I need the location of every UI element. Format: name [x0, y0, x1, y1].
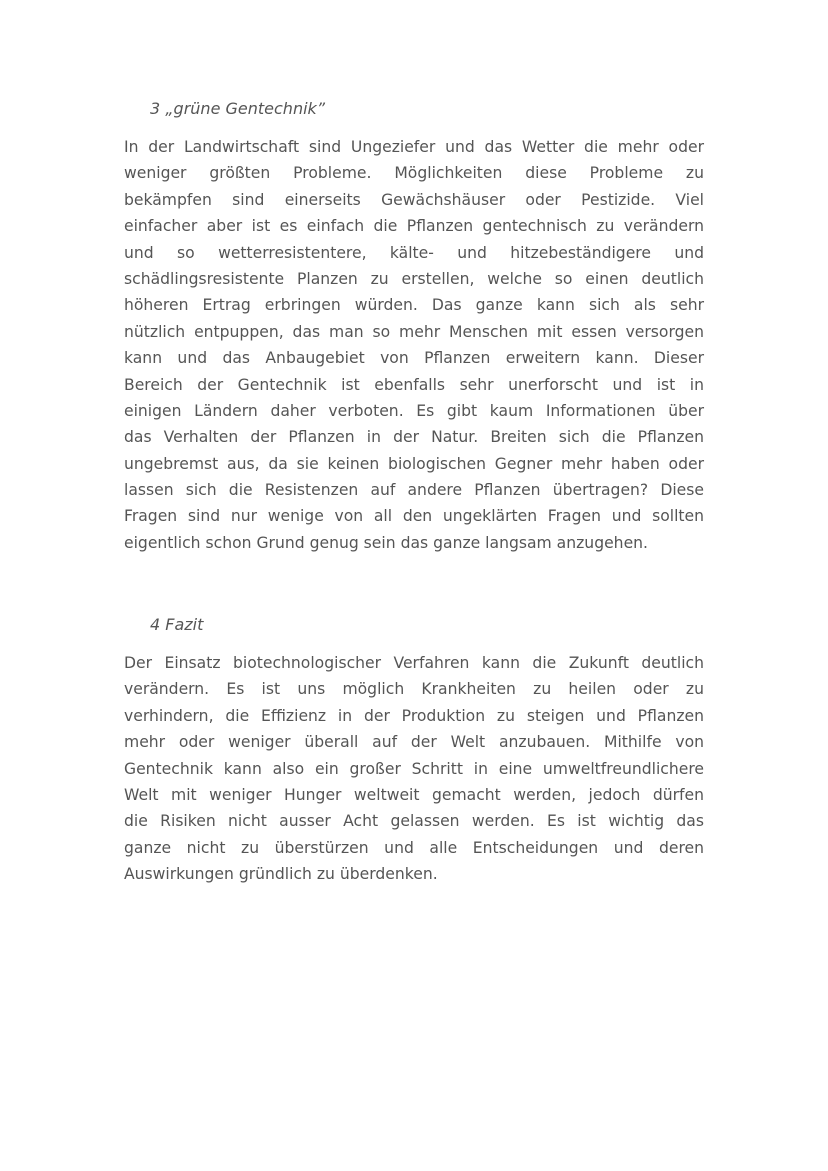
- text-line: Welt mit weniger Hunger weltweit gemacht werden, jedoch dürfen: [124, 785, 704, 804]
- text-line: Gentechnik kann also ein großer Schritt in eine umweltfreundlichere: [124, 759, 704, 778]
- text-line: einigen Ländern daher verboten. Es gibt kaum Informationen über: [124, 401, 704, 420]
- text-line: einfacher aber ist es einfach die Pflanzen gentechnisch zu verändern: [124, 217, 704, 236]
- text-line: Auswirkungen gründlich zu überdenken.: [124, 865, 438, 884]
- text-line: verändern. Es ist uns möglich Krankheiten zu heilen oder zu: [124, 680, 704, 699]
- text-line: ganze nicht zu überstürzen und alle Entscheidungen und deren: [124, 838, 704, 857]
- section-3-heading: 3 „grüne Gentechnik”: [150, 99, 326, 118]
- text-line: schädlingsresistente Planzen zu erstellen, welche so einen deutlich: [124, 269, 704, 288]
- text-line: kann und das Anbaugebiet von Pflanzen erweitern kann. Dieser: [124, 349, 704, 368]
- text-line: die Risiken nicht ausser Acht gelassen werden. Es ist wichtig das: [124, 812, 704, 831]
- text-line: Fragen sind nur wenige von all den ungeklärten Fragen und sollten: [124, 507, 704, 526]
- text-line: das Verhalten der Pflanzen in der Natur. Breiten sich die Pflanzen: [124, 428, 704, 447]
- text-line: nützlich entpuppen, das man so mehr Menschen mit essen versorgen: [124, 322, 704, 341]
- text-line: Der Einsatz biotechnologischer Verfahren kann die Zukunft deutlich: [124, 654, 704, 672]
- text-line: lassen sich die Resistenzen auf andere Pflanzen übertragen? Diese: [124, 481, 704, 500]
- text-line: In der Landwirtschaft sind Ungeziefer und das Wetter die mehr oder: [124, 138, 704, 156]
- text-line: bekämpfen sind einerseits Gewächshäuser oder Pestizide. Viel: [124, 190, 704, 209]
- text-line: ungebremst aus, da sie keinen biologischen Gegner mehr haben oder: [124, 454, 704, 473]
- text-line: mehr oder weniger überall auf der Welt anzubauen. Mithilfe von: [124, 733, 704, 752]
- text-line: und so wetterresistentere, kälte- und hitzebeständigere und: [124, 243, 704, 262]
- section-4-heading: 4 Fazit: [150, 615, 204, 634]
- text-line: eigentlich schon Grund genug sein das ganze langsam anzugehen.: [124, 533, 648, 552]
- text-line: Bereich der Gentechnik ist ebenfalls sehr unerforscht und ist in: [124, 375, 704, 394]
- text-line: weniger größten Probleme. Möglichkeiten diese Probleme zu: [124, 164, 704, 183]
- section-4-paragraph: [124, 650, 704, 888]
- section-3-paragraph: [124, 134, 704, 556]
- text-line: verhindern, die Effizienz in der Produktion zu steigen und Pflanzen: [124, 706, 704, 725]
- text-line: höheren Ertrag erbringen würden. Das ganze kann sich als sehr: [124, 296, 704, 315]
